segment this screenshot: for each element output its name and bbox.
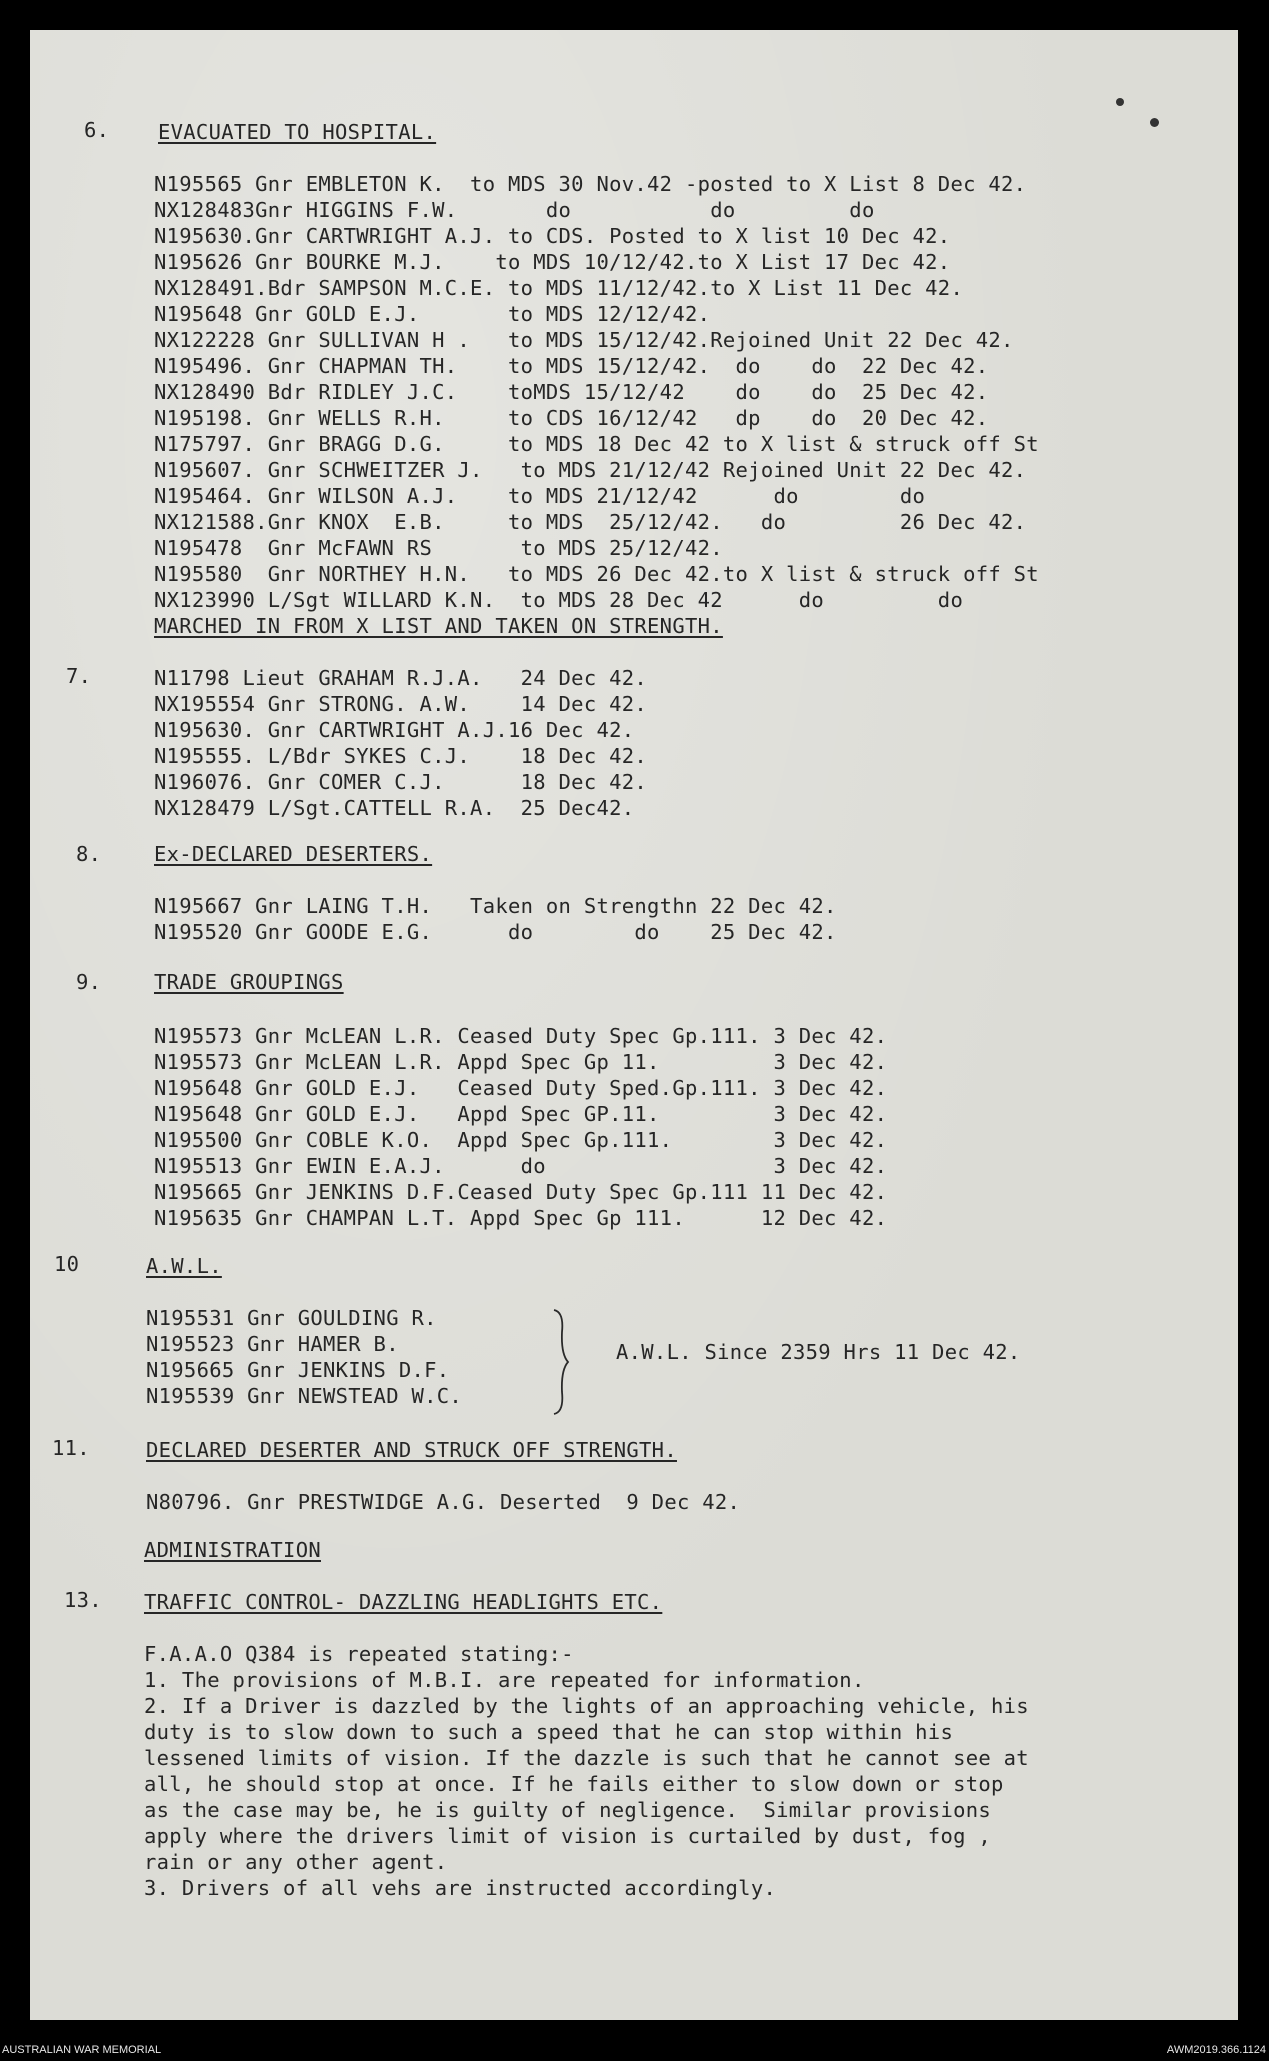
paragraph-line: lessened limits of vision. If the dazzle is such that he cannot see at (144, 1746, 1029, 1770)
section-8-number: 8. (76, 842, 102, 866)
list-item: N195635 Gnr CHAMPAN L.T. Appd Spec Gp 111. 12 Dec 42. (154, 1206, 888, 1230)
section-6-heading: EVACUATED TO HOSPITAL. (158, 120, 437, 144)
list-item: N175797. Gnr BRAGG D.G. to MDS 18 Dec 42 to X list & struck off St (154, 432, 1039, 456)
paragraph-line: duty is to slow down to such a speed that he can stop within his (144, 1720, 954, 1744)
list-item: NX128483Gnr HIGGINS F.W. do do do (154, 198, 875, 222)
list-item: N195198. Gnr WELLS R.H. to CDS 16/12/42 dp do 20 Dec 42. (154, 406, 989, 430)
list-item: NX128490 Bdr RIDLEY J.C. toMDS 15/12/42 do do 25 Dec 42. (154, 380, 989, 404)
list-item: NX128491.Bdr SAMPSON M.C.E. to MDS 11/12/42.to X List 11 Dec 42. (154, 276, 964, 300)
footer-source-label: AUSTRALIAN WAR MEMORIAL (2, 2044, 162, 2056)
list-item: N195667 Gnr LAING T.H. Taken on Strengthn 22 Dec 42. (154, 894, 837, 918)
list-item: N195523 Gnr HAMER B. (146, 1332, 399, 1356)
paragraph-line: rain or any other agent. (144, 1850, 448, 1874)
section-13-heading: TRAFFIC CONTROL- DAZZLING HEADLIGHTS ETC. (144, 1590, 663, 1614)
section-6-subheading: MARCHED IN FROM X LIST AND TAKEN ON STRENGTH. (154, 614, 723, 638)
list-item: N196076. Gnr COMER C.J. 18 Dec 42. (154, 770, 648, 794)
list-item: NX122228 Gnr SULLIVAN H . to MDS 15/12/42.Rejoined Unit 22 Dec 42. (154, 328, 1014, 352)
paragraph-line: apply where the drivers limit of vision is curtailed by dust, fog , (144, 1824, 992, 1848)
paragraph-line: 1. The provisions of M.B.I. are repeated for information. (144, 1668, 865, 1692)
list-item: N195630.Gnr CARTWRIGHT A.J. to CDS. Posted to X list 10 Dec 42. (154, 224, 951, 248)
list-item: N195665 Gnr JENKINS D.F.Ceased Duty Spec Gp.111 11 Dec 42. (154, 1180, 888, 1204)
section-8-heading: Ex-DECLARED DESERTERS. (154, 842, 433, 866)
list-item: N195648 Gnr GOLD E.J. to MDS 12/12/42. (154, 302, 711, 326)
list-item: N195513 Gnr EWIN E.A.J. do 3 Dec 42. (154, 1154, 888, 1178)
list-item: N195496. Gnr CHAPMAN TH. to MDS 15/12/42. do do 22 Dec 42. (154, 354, 989, 378)
paragraph-line: 3. Drivers of all vehs are instructed accordingly. (144, 1876, 777, 1900)
list-item: N195520 Gnr GOODE E.G. do do 25 Dec 42. (154, 920, 837, 944)
footer-accession-number: AWM2019.366.1124 (1166, 2044, 1266, 2056)
list-item: N195626 Gnr BOURKE M.J. to MDS 10/12/42.to X List 17 Dec 42. (154, 250, 951, 274)
list-item: N195648 Gnr GOLD E.J. Appd Spec GP.11. 3 Dec 42. (154, 1102, 888, 1126)
section-11-entry: N80796. Gnr PRESTWIDGE A.G. Deserted 9 Dec 42. (146, 1490, 741, 1514)
list-item: N195531 Gnr GOULDING R. (146, 1306, 437, 1330)
section-13-number: 13. (64, 1588, 102, 1612)
list-item: N195573 Gnr McLEAN L.R. Appd Spec Gp 11. 3 Dec 42. (154, 1050, 888, 1074)
section-6-number: 6. (84, 118, 110, 142)
list-item: N195607. Gnr SCHWEITZER J. to MDS 21/12/42 Rejoined Unit 22 Dec 42. (154, 458, 1027, 482)
list-item: NX121588.Gnr KNOX E.B. to MDS 25/12/42. do 26 Dec 42. (154, 510, 1027, 534)
list-item: NX123990 L/Sgt WILLARD K.N. to MDS 28 Dec 42 do do (154, 588, 964, 612)
paragraph-line: 2. If a Driver is dazzled by the lights of an approaching vehicle, his (144, 1694, 1029, 1718)
list-item: N195630. Gnr CARTWRIGHT A.J.16 Dec 42. (154, 718, 635, 742)
list-item: NX128479 L/Sgt.CATTELL R.A. 25 Dec42. (154, 796, 635, 820)
list-item: N195464. Gnr WILSON A.J. to MDS 21/12/42 do do (154, 484, 926, 508)
section-10-heading: A.W.L. (146, 1254, 222, 1278)
list-item: N195539 Gnr NEWSTEAD W.C. (146, 1384, 463, 1408)
list-item: N195573 Gnr McLEAN L.R. Ceased Duty Spec Gp.111. 3 Dec 42. (154, 1024, 888, 1048)
list-item: N195500 Gnr COBLE K.O. Appd Spec Gp.111. 3 Dec 42. (154, 1128, 888, 1152)
paragraph-line: as the case may be, he is guilty of negligence. Similar provisions (144, 1798, 992, 1822)
paragraph-line: F.A.A.O Q384 is repeated stating:- (144, 1642, 574, 1666)
brace-mark (552, 1308, 570, 1416)
section-10-note: A.W.L. Since 2359 Hrs 11 Dec 42. (616, 1340, 1021, 1364)
paragraph-line: all, he should stop at once. If he fails either to slow down or stop (144, 1772, 1004, 1796)
document-page (30, 30, 1238, 2020)
section-10-number: 10 (54, 1252, 80, 1276)
list-item: N11798 Lieut GRAHAM R.J.A. 24 Dec 42. (154, 666, 648, 690)
administration-heading: ADMINISTRATION (144, 1538, 321, 1562)
document-body (30, 30, 1238, 2020)
section-11-heading: DECLARED DESERTER AND STRUCK OFF STRENGTH. (146, 1438, 677, 1462)
section-7-number: 7. (66, 664, 92, 688)
section-11-number: 11. (52, 1436, 90, 1460)
list-item: N195565 Gnr EMBLETON K. to MDS 30 Nov.42 -posted to X List 8 Dec 42. (154, 172, 1027, 196)
list-item: NX195554 Gnr STRONG. A.W. 14 Dec 42. (154, 692, 648, 716)
list-item: N195478 Gnr McFAWN RS to MDS 25/12/42. (154, 536, 723, 560)
list-item: N195665 Gnr JENKINS D.F. (146, 1358, 450, 1382)
list-item: N195648 Gnr GOLD E.J. Ceased Duty Sped.Gp.111. 3 Dec 42. (154, 1076, 888, 1100)
section-9-heading: TRADE GROUPINGS (154, 970, 344, 994)
section-9-number: 9. (76, 970, 102, 994)
ink-mark (1116, 98, 1124, 106)
list-item: N195580 Gnr NORTHEY H.N. to MDS 26 Dec 42.to X list & struck off St (154, 562, 1039, 586)
list-item: N195555. L/Bdr SYKES C.J. 18 Dec 42. (154, 744, 648, 768)
ink-mark (1150, 118, 1159, 127)
